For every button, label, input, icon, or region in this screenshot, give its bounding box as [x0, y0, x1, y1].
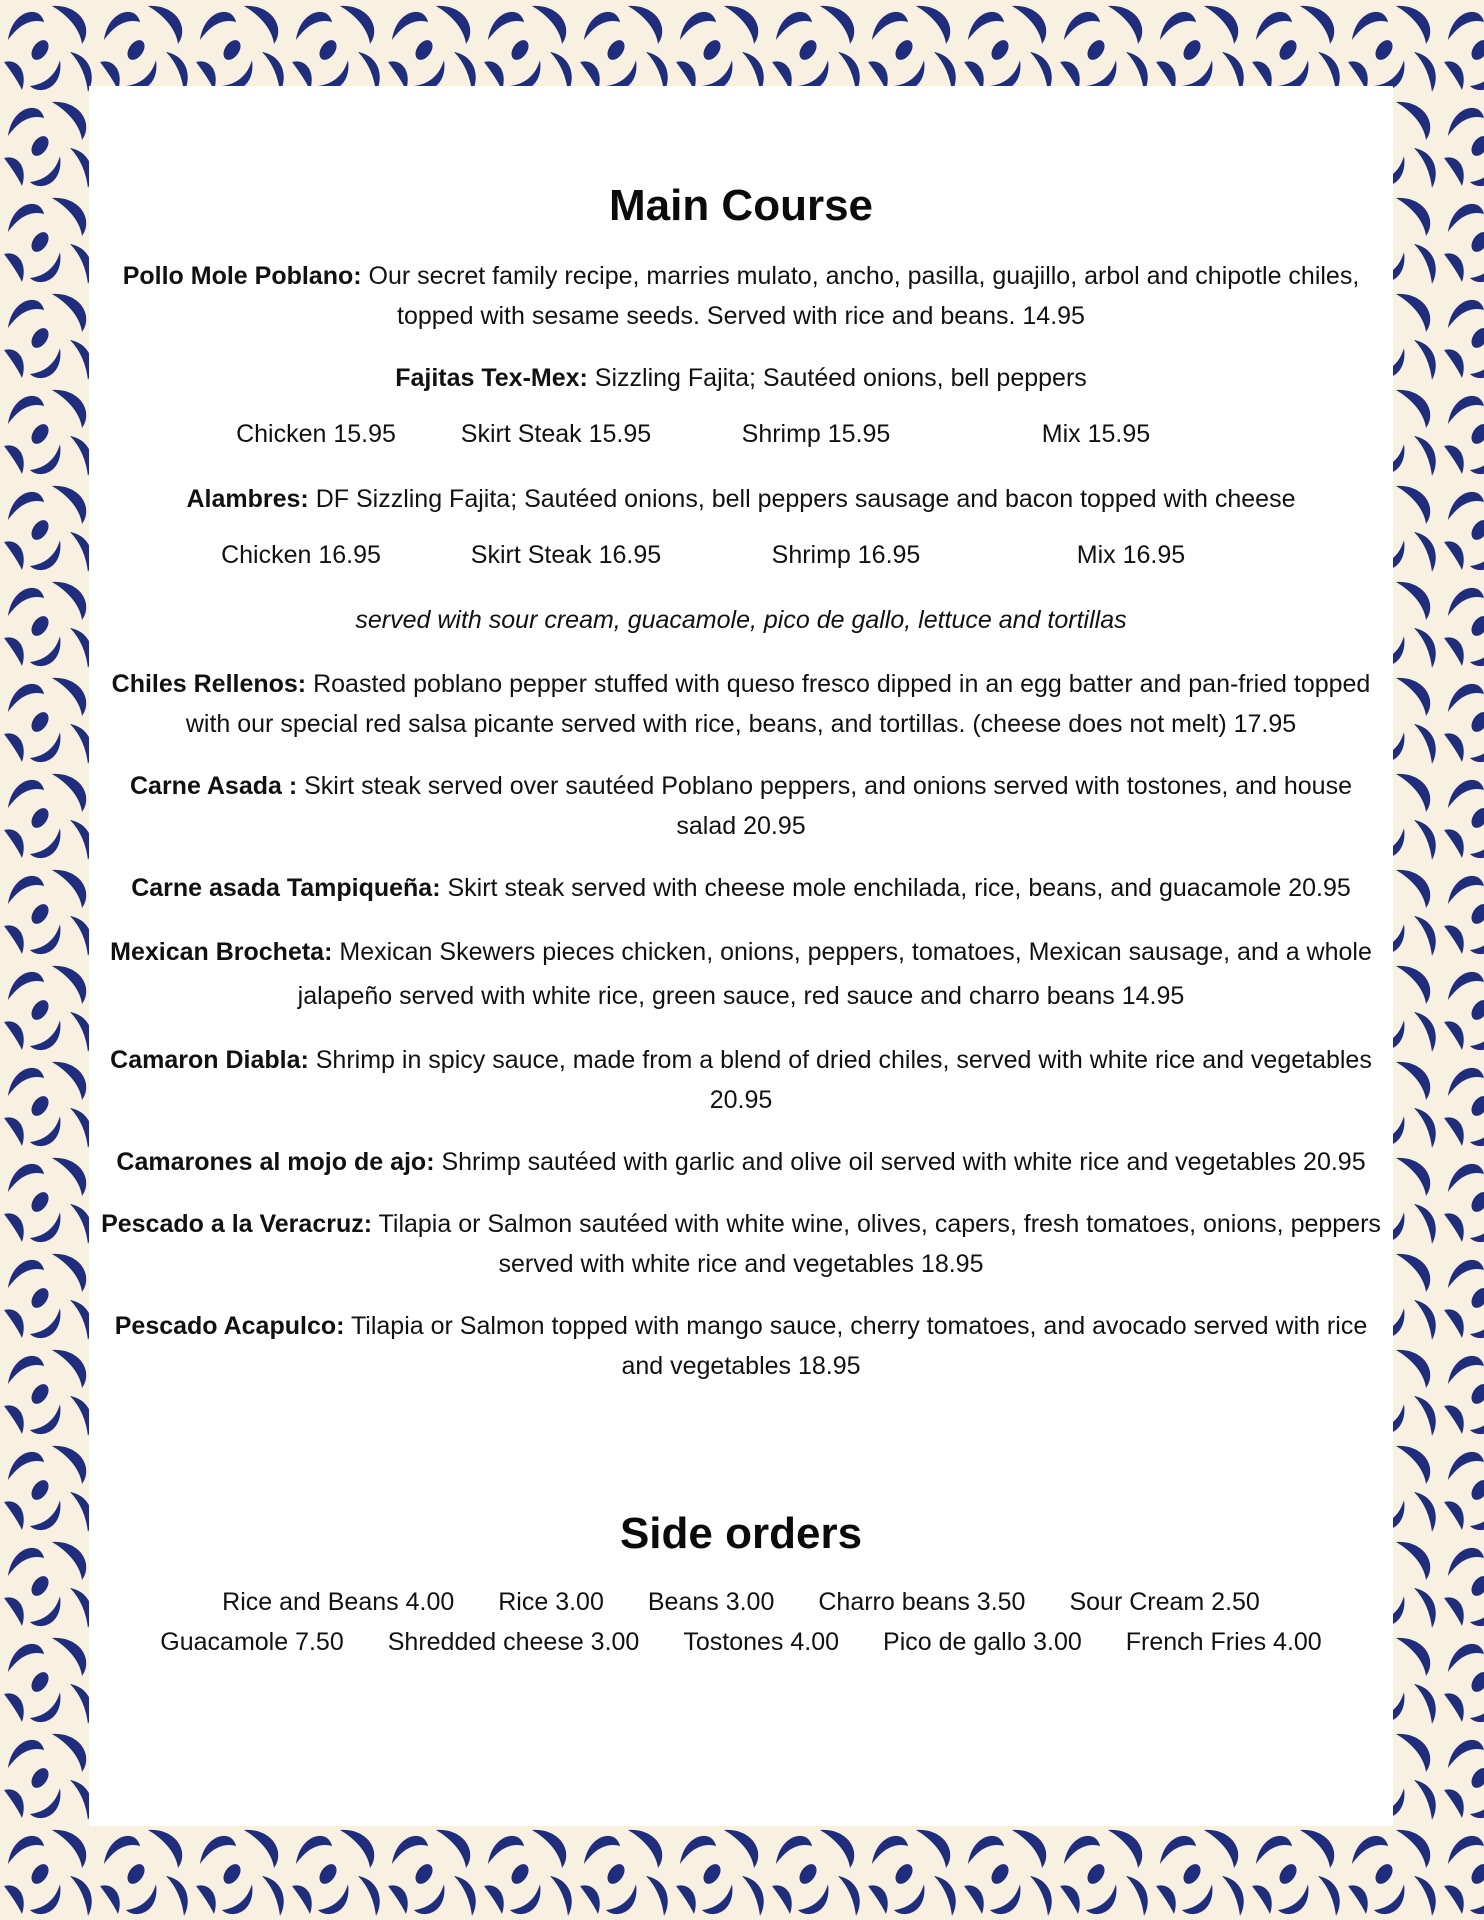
item-description: Sizzling Fajita; Sautéed onions, bell peppers [587, 364, 1087, 392]
side-item: Pico de gallo 3.00 [883, 1628, 1082, 1656]
menu-item-camarones-mojo-de-ajo [95, 1142, 1387, 1182]
item-name: Camaron Diabla: [110, 1046, 309, 1074]
menu-item-carne-asada-tampiquena [95, 868, 1387, 908]
side-item: Shredded cheese 3.00 [387, 1628, 640, 1656]
side-item: Beans 3.00 [647, 1588, 775, 1616]
price-option: Skirt Steak 15.95 [460, 420, 652, 448]
item-name: Pescado Acapulco: [114, 1312, 345, 1340]
side-item: Sour Cream 2.50 [1069, 1588, 1260, 1616]
side-item: French Fries 4.00 [1125, 1628, 1322, 1656]
item-description: Shrimp in spicy sauce, made from a blend of dried chiles, served with white rice and vegetables 20.95 [308, 1046, 1372, 1114]
fajita-served-note: served with sour cream, guacamole, pico de gallo, lettuce and tortillas [355, 606, 1127, 634]
item-description: DF Sizzling Fajita; Sautéed onions, bell peppers sausage and bacon topped with cheese [308, 485, 1296, 513]
item-description: Tilapia or Salmon sautéed with white wine, olives, capers, fresh tomatoes, onions, peppers served with white rice and vegetables 18.95 [372, 1210, 1381, 1278]
menu-panel [89, 86, 1393, 1826]
menu-item-pescado-veracruz [95, 1204, 1387, 1284]
price-option: Mix 15.95 [1041, 420, 1151, 448]
main-course-title: Main Course [608, 181, 874, 230]
menu-item-fajitas-tex-mex [95, 358, 1387, 398]
side-item: Rice 3.00 [498, 1588, 604, 1616]
side-item: Tostones 4.00 [683, 1628, 840, 1656]
item-description: Shrimp sautéed with garlic and olive oil served with white rice and vegetables 20.95 [434, 1148, 1366, 1176]
alambres-price-row [95, 535, 1387, 575]
side-item: Rice and Beans 4.00 [222, 1588, 455, 1616]
item-description: Tilapia or Salmon topped with mango sauce, cherry tomatoes, and avocado served with rice and vegetables 18.95 [344, 1312, 1368, 1380]
item-description: Skirt steak served with cheese mole enchilada, rice, beans, and guacamole 20.95 [440, 874, 1351, 902]
price-option: Mix 16.95 [1076, 541, 1186, 569]
item-description: Our secret family recipe, marries mulato, ancho, pasilla, guajillo, arbol and chipotle chiles, topped with sesame seeds. Served with rice and beans. 14.95 [361, 262, 1360, 330]
menu-item-pollo-mole-poblano [95, 256, 1387, 336]
price-option: Chicken 16.95 [221, 541, 381, 569]
price-option: Shrimp 15.95 [741, 420, 891, 448]
item-name: Carne Asada : [129, 772, 298, 800]
menu-item-pescado-acapulco [95, 1306, 1387, 1386]
side-orders-row-2 [95, 1622, 1387, 1662]
item-name: Fajitas Tex-Mex: [395, 364, 588, 392]
item-description: Roasted poblano pepper stuffed with queso fresco dipped in an egg batter and pan-fried topped with our special red salsa picante served with rice, beans, and tortillas. (cheese does not melt) 17.95 [185, 670, 1371, 738]
price-option: Skirt Steak 16.95 [470, 541, 662, 569]
menu-item-mexican-brocheta [95, 930, 1387, 1018]
price-option: Shrimp 16.95 [771, 541, 921, 569]
item-name: Chiles Rellenos: [111, 670, 307, 698]
item-name: Mexican Brocheta: [110, 938, 333, 966]
fajitas-price-row [95, 414, 1387, 454]
menu-item-camaron-diabla [95, 1040, 1387, 1120]
menu-item-chiles-rellenos [95, 664, 1387, 744]
item-description: Skirt steak served over sautéed Poblano peppers, and onions served with tostones, and house salad 20.95 [297, 772, 1352, 840]
item-name: Pescado a la Veracruz: [101, 1210, 373, 1238]
side-orders-row-1 [95, 1582, 1387, 1622]
item-name: Pollo Mole Poblano: [122, 262, 362, 290]
item-name: Alambres: [186, 485, 309, 513]
menu-item-alambres [95, 479, 1387, 519]
side-item: Charro beans 3.50 [818, 1588, 1026, 1616]
side-item: Guacamole 7.50 [160, 1628, 344, 1656]
side-orders-title: Side orders [619, 1509, 863, 1558]
price-option: Chicken 15.95 [236, 420, 396, 448]
item-name: Carne asada Tampiqueña: [131, 874, 441, 902]
item-name: Camarones al mojo de ajo: [116, 1148, 435, 1176]
menu-item-carne-asada [95, 766, 1387, 846]
item-description: Mexican Skewers pieces chicken, onions, peppers, tomatoes, Mexican sausage, and a whole jalapeño served with white rice, green sauce, red sauce and charro beans 14.95 [297, 938, 1372, 1010]
